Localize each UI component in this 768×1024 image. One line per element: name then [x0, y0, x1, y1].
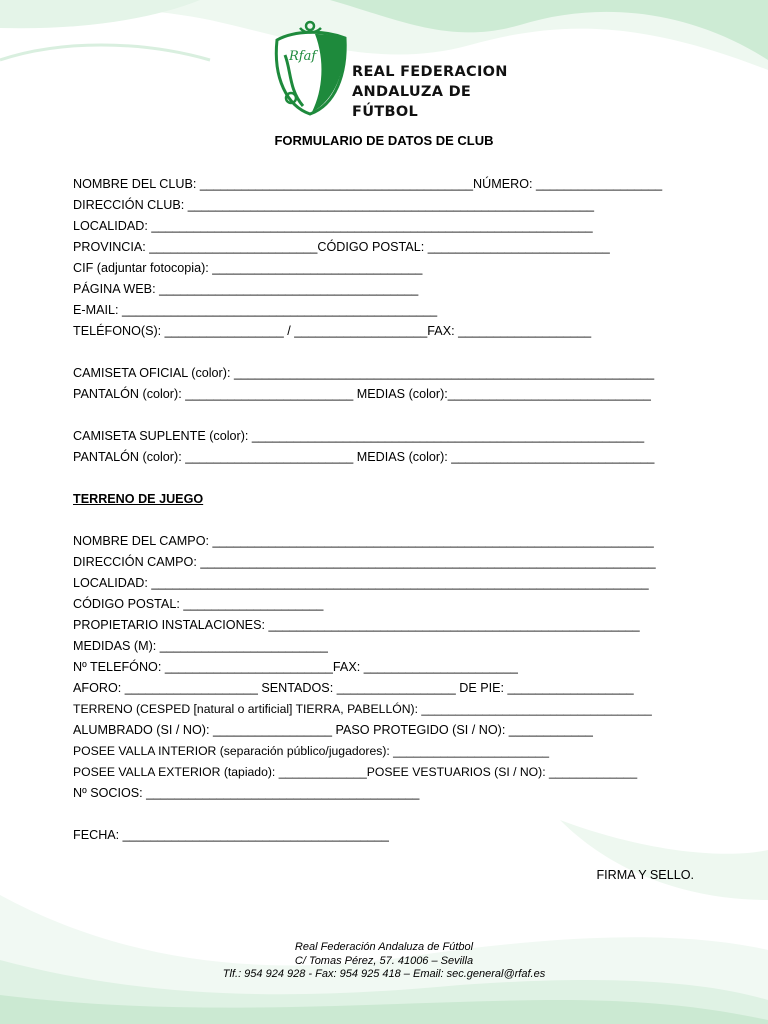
form-field[interactable]: LOCALIDAD: _______________________________________________________________ [73, 219, 593, 233]
form-field[interactable]: NOMBRE DEL CLUB: _______________________________________NÚMERO: __________________ [73, 177, 663, 191]
form-field[interactable]: FECHA: ______________________________________ [73, 828, 389, 842]
form-field[interactable]: PROVINCIA: ________________________CÓDIGO POSTAL: __________________________ [73, 240, 610, 254]
club-data-form [73, 176, 662, 848]
form-field[interactable]: E-MAIL: _____________________________________________ [73, 303, 438, 317]
rfaf-logo [265, 20, 355, 118]
form-field[interactable]: CIF (adjuntar fotocopia): ______________________________ [73, 261, 423, 275]
form-field[interactable]: PANTALÓN (color): ________________________ MEDIAS (color): _____________________________ [73, 450, 655, 464]
footer-contact: Tlf.: 954 924 928 - Fax: 954 925 418 – Email: sec.general@rfaf.es [222, 968, 546, 980]
brand-line: FÚTBOL [352, 104, 418, 120]
spacer [73, 512, 662, 533]
spacer [73, 806, 662, 827]
form-field[interactable]: Nº TELEFÓNO: ________________________FAX: ______________________ [73, 660, 518, 674]
section-heading: TERRENO DE JUEGO [73, 492, 204, 506]
form-field[interactable]: AFORO: ___________________ SENTADOS: _________________ DE PIE: __________________ [73, 681, 634, 695]
form-field[interactable]: PÁGINA WEB: _____________________________________ [73, 282, 419, 296]
form-field[interactable]: POSEE VALLA INTERIOR (separación público/jugadores): _______________________ [73, 744, 550, 758]
footer-address: C/ Tomas Pérez, 57. 41006 – Sevilla [294, 954, 474, 967]
form-field[interactable]: Nº SOCIOS: _______________________________________ [73, 786, 420, 800]
form-field[interactable]: PANTALÓN (color): ________________________ MEDIAS (color):_____________________________ [73, 387, 651, 401]
form-field[interactable]: ALUMBRADO (SI / NO): _________________ PASO PROTEGIDO (SI / NO): ____________ [73, 723, 593, 737]
form-field[interactable]: PROPIETARIO INSTALACIONES: _____________________________________________________ [73, 618, 640, 632]
form-field[interactable]: DIRECCIÓN CAMPO: _________________________________________________________________ [73, 555, 656, 569]
form-field[interactable]: NOMBRE DEL CAMPO: _______________________________________________________________ [73, 534, 654, 548]
form-field[interactable]: CAMISETA OFICIAL (color): ____________________________________________________________ [73, 366, 655, 380]
form-field[interactable]: DIRECCIÓN CLUB: __________________________________________________________ [73, 198, 594, 212]
form-field[interactable]: TERRENO (CESPED [natural o artificial] TIERRA, PABELLÓN): __________________________________ [73, 702, 652, 716]
form-field[interactable]: LOCALIDAD: _______________________________________________________________________ [73, 576, 649, 590]
form-field[interactable]: CÓDIGO POSTAL: ____________________ [73, 597, 324, 611]
form-field[interactable]: CAMISETA SUPLENTE (color): ________________________________________________________ [73, 429, 645, 443]
signature-label: FIRMA Y SELLO. [596, 868, 694, 882]
brand-line: REAL FEDERACION [352, 64, 508, 80]
spacer [73, 344, 662, 365]
form-field[interactable]: MEDIDAS (M): ________________________ [73, 639, 328, 653]
footer [0, 941, 768, 982]
spacer [73, 470, 662, 491]
spacer [73, 407, 662, 428]
brand-line: ANDALUZA DE [352, 84, 472, 100]
federation-name [352, 62, 508, 122]
logo-lettering: Rfaf [289, 49, 317, 64]
form-field[interactable]: TELÉFONO(S): _________________ / ___________________FAX: ___________________ [73, 324, 592, 338]
footer-name: Real Federación Andaluza de Fútbol [294, 941, 474, 953]
form-title: FORMULARIO DE DATOS DE CLUB [274, 133, 494, 148]
form-field[interactable]: POSEE VALLA EXTERIOR (tapiado): _____________POSEE VESTUARIOS (SI / NO): _____________ [73, 765, 638, 779]
